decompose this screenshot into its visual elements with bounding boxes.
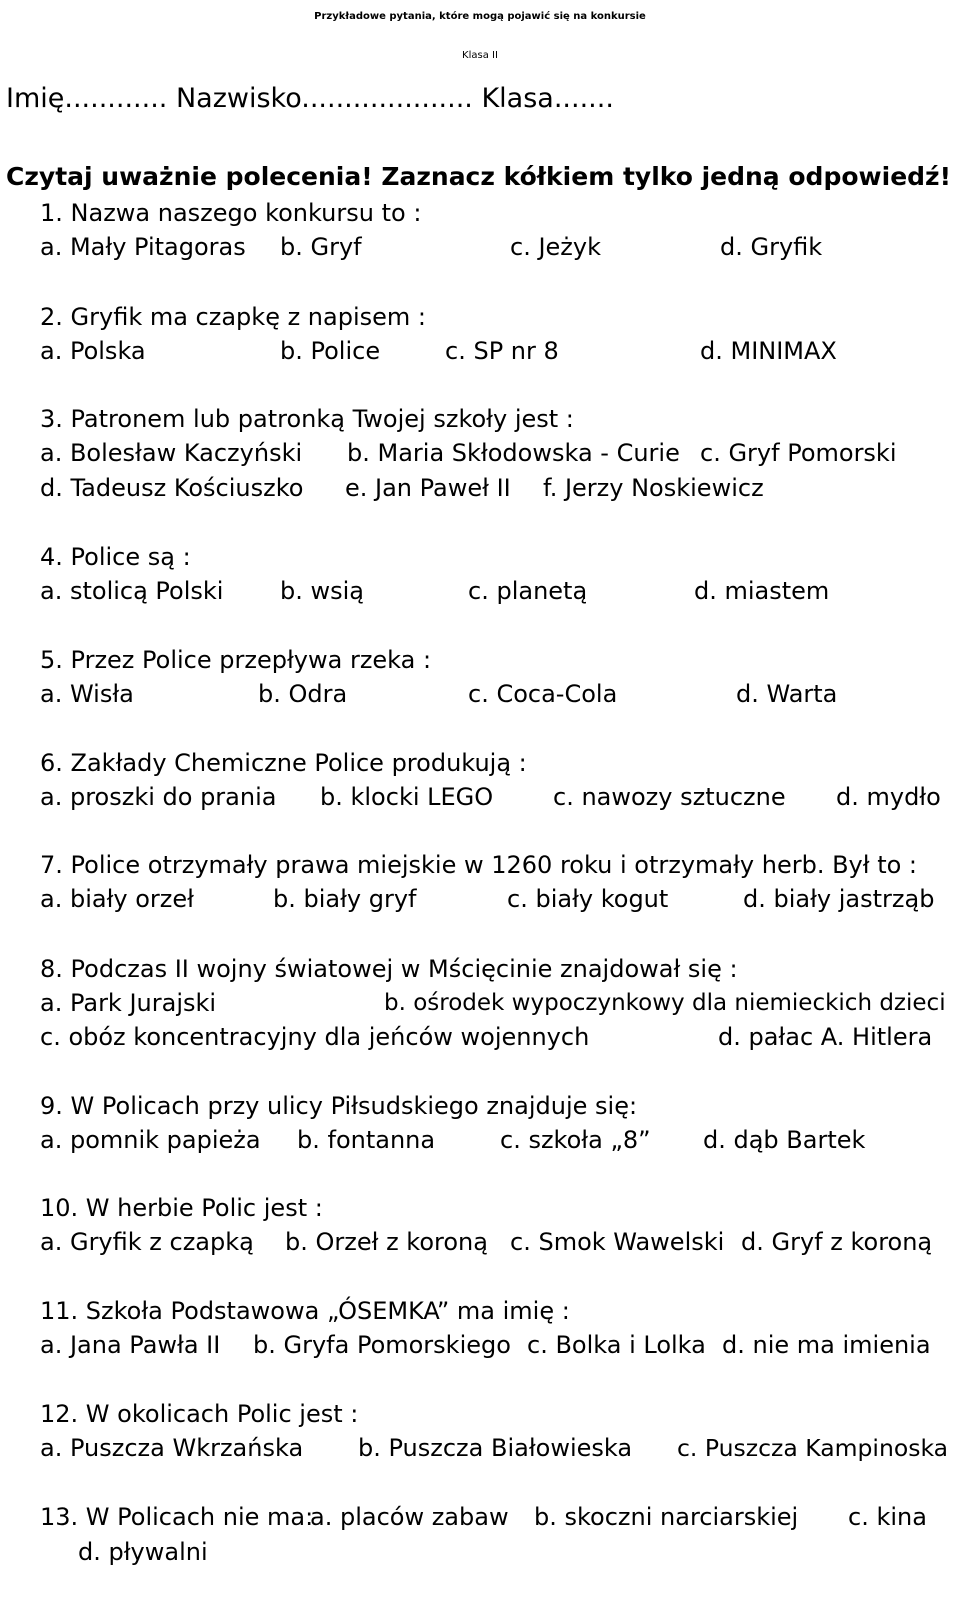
answer-5d[interactable]: d. Warta xyxy=(736,680,838,708)
answer-13a[interactable]: a. placów zabaw xyxy=(310,1503,509,1531)
answer-7a[interactable]: a. biały orzeł xyxy=(40,885,194,913)
answer-6a[interactable]: a. proszki do prania xyxy=(40,783,277,811)
answer-6c[interactable]: c. nawozy sztuczne xyxy=(553,783,786,811)
answer-2b[interactable]: b. Police xyxy=(280,337,381,365)
question-11: 11. Szkoła Podstawowa „ÓSEMKA” ma imię : xyxy=(40,1297,570,1325)
answer-6b[interactable]: b. klocki LEGO xyxy=(320,783,494,811)
answer-7d[interactable]: d. biały jastrząb xyxy=(743,885,935,913)
answer-1a[interactable]: a. Mały Pitagoras xyxy=(40,233,246,261)
answer-1b[interactable]: b. Gryf xyxy=(280,233,362,261)
class-subtitle: Klasa II xyxy=(462,50,498,61)
answer-5c[interactable]: c. Coca-Cola xyxy=(468,680,618,708)
question-12: 12. W okolicach Polic jest : xyxy=(40,1400,359,1428)
answer-3e[interactable]: e. Jan Paweł II xyxy=(345,474,511,502)
answer-11b[interactable]: b. Gryfa Pomorskiego xyxy=(253,1331,511,1359)
answer-4d[interactable]: d. miastem xyxy=(694,577,830,605)
instruction-line: Czytaj uważnie polecenia! Zaznacz kółkiem tylko jedną odpowiedź! xyxy=(6,162,951,191)
student-fields-line: Imię............ Nazwisko.................... Klasa....... xyxy=(6,83,614,114)
answer-10c[interactable]: c. Smok Wawelski xyxy=(510,1228,725,1256)
answer-2a[interactable]: a. Polska xyxy=(40,337,146,365)
answer-1d[interactable]: d. Gryfik xyxy=(720,233,823,261)
answer-12c[interactable]: c. Puszcza Kampinoska xyxy=(677,1434,949,1462)
answer-8c[interactable]: c. obóz koncentracyjny dla jeńców wojennych xyxy=(40,1023,590,1051)
answer-2c[interactable]: c. SP nr 8 xyxy=(445,337,559,365)
question-1: 1. Nazwa naszego konkursu to : xyxy=(40,199,422,227)
question-4: 4. Police są : xyxy=(40,543,191,571)
question-9: 9. W Policach przy ulicy Piłsudskiego znajduje się: xyxy=(40,1092,638,1120)
answer-9a[interactable]: a. pomnik papieża xyxy=(40,1126,261,1154)
answer-10d[interactable]: d. Gryf z koroną xyxy=(741,1228,933,1256)
answer-8d[interactable]: d. pałac A. Hitlera xyxy=(718,1023,933,1051)
answer-5b[interactable]: b. Odra xyxy=(258,680,348,708)
answer-13d[interactable]: d. pływalni xyxy=(78,1538,208,1566)
answer-4c[interactable]: c. planetą xyxy=(468,577,588,605)
answer-8b[interactable]: b. ośrodek wypoczynkowy dla niemieckich dzieci xyxy=(384,990,946,1016)
answer-4a[interactable]: a. stolicą Polski xyxy=(40,577,224,605)
page-title: Przykładowe pytania, które mogą pojawić się na konkursie xyxy=(314,11,646,22)
answer-11c[interactable]: c. Bolka i Lolka xyxy=(527,1331,706,1359)
question-5: 5. Przez Police przepływa rzeka : xyxy=(40,646,432,674)
answer-7b[interactable]: b. biały gryf xyxy=(273,885,417,913)
answer-7c[interactable]: c. biały kogut xyxy=(507,885,669,913)
answer-11a[interactable]: a. Jana Pawła II xyxy=(40,1331,221,1359)
answer-12b[interactable]: b. Puszcza Białowieska xyxy=(358,1434,633,1462)
question-10: 10. W herbie Polic jest : xyxy=(40,1194,323,1222)
answer-3d[interactable]: d. Tadeusz Kościuszko xyxy=(40,474,304,502)
question-13: 13. W Policach nie ma: xyxy=(40,1503,314,1531)
answer-1c[interactable]: c. Jeżyk xyxy=(510,233,601,261)
answer-9d[interactable]: d. dąb Bartek xyxy=(703,1126,866,1154)
answer-6d[interactable]: d. mydło xyxy=(836,783,941,811)
answer-3c[interactable]: c. Gryf Pomorski xyxy=(700,439,897,467)
answer-13b[interactable]: b. skoczni narciarskiej xyxy=(534,1503,799,1531)
answer-3a[interactable]: a. Bolesław Kaczyński xyxy=(40,439,303,467)
answer-4b[interactable]: b. wsią xyxy=(280,577,364,605)
answer-2d[interactable]: d. MINIMAX xyxy=(700,337,837,365)
answer-10a[interactable]: a. Gryfik z czapką xyxy=(40,1228,254,1256)
answer-5a[interactable]: a. Wisła xyxy=(40,680,134,708)
question-7: 7. Police otrzymały prawa miejskie w 1260 roku i otrzymały herb. Był to : xyxy=(40,851,918,879)
answer-9c[interactable]: c. szkoła „8” xyxy=(500,1126,651,1154)
answer-3f[interactable]: f. Jerzy Noskiewicz xyxy=(543,474,764,502)
question-3: 3. Patronem lub patronką Twojej szkoły jest : xyxy=(40,405,574,433)
answer-9b[interactable]: b. fontanna xyxy=(297,1126,436,1154)
question-6: 6. Zakłady Chemiczne Police produkują : xyxy=(40,749,527,777)
answer-11d[interactable]: d. nie ma imienia xyxy=(722,1331,931,1359)
answer-8a[interactable]: a. Park Jurajski xyxy=(40,989,217,1017)
question-2: 2. Gryfik ma czapkę z napisem : xyxy=(40,303,426,331)
question-8: 8. Podczas II wojny światowej w Mścięcinie znajdował się : xyxy=(40,955,738,983)
answer-12a[interactable]: a. Puszcza Wkrzańska xyxy=(40,1434,304,1462)
answer-10b[interactable]: b. Orzeł z koroną xyxy=(285,1228,488,1256)
answer-13c[interactable]: c. kina xyxy=(848,1503,927,1531)
answer-3b[interactable]: b. Maria Skłodowska - Curie xyxy=(347,439,680,467)
